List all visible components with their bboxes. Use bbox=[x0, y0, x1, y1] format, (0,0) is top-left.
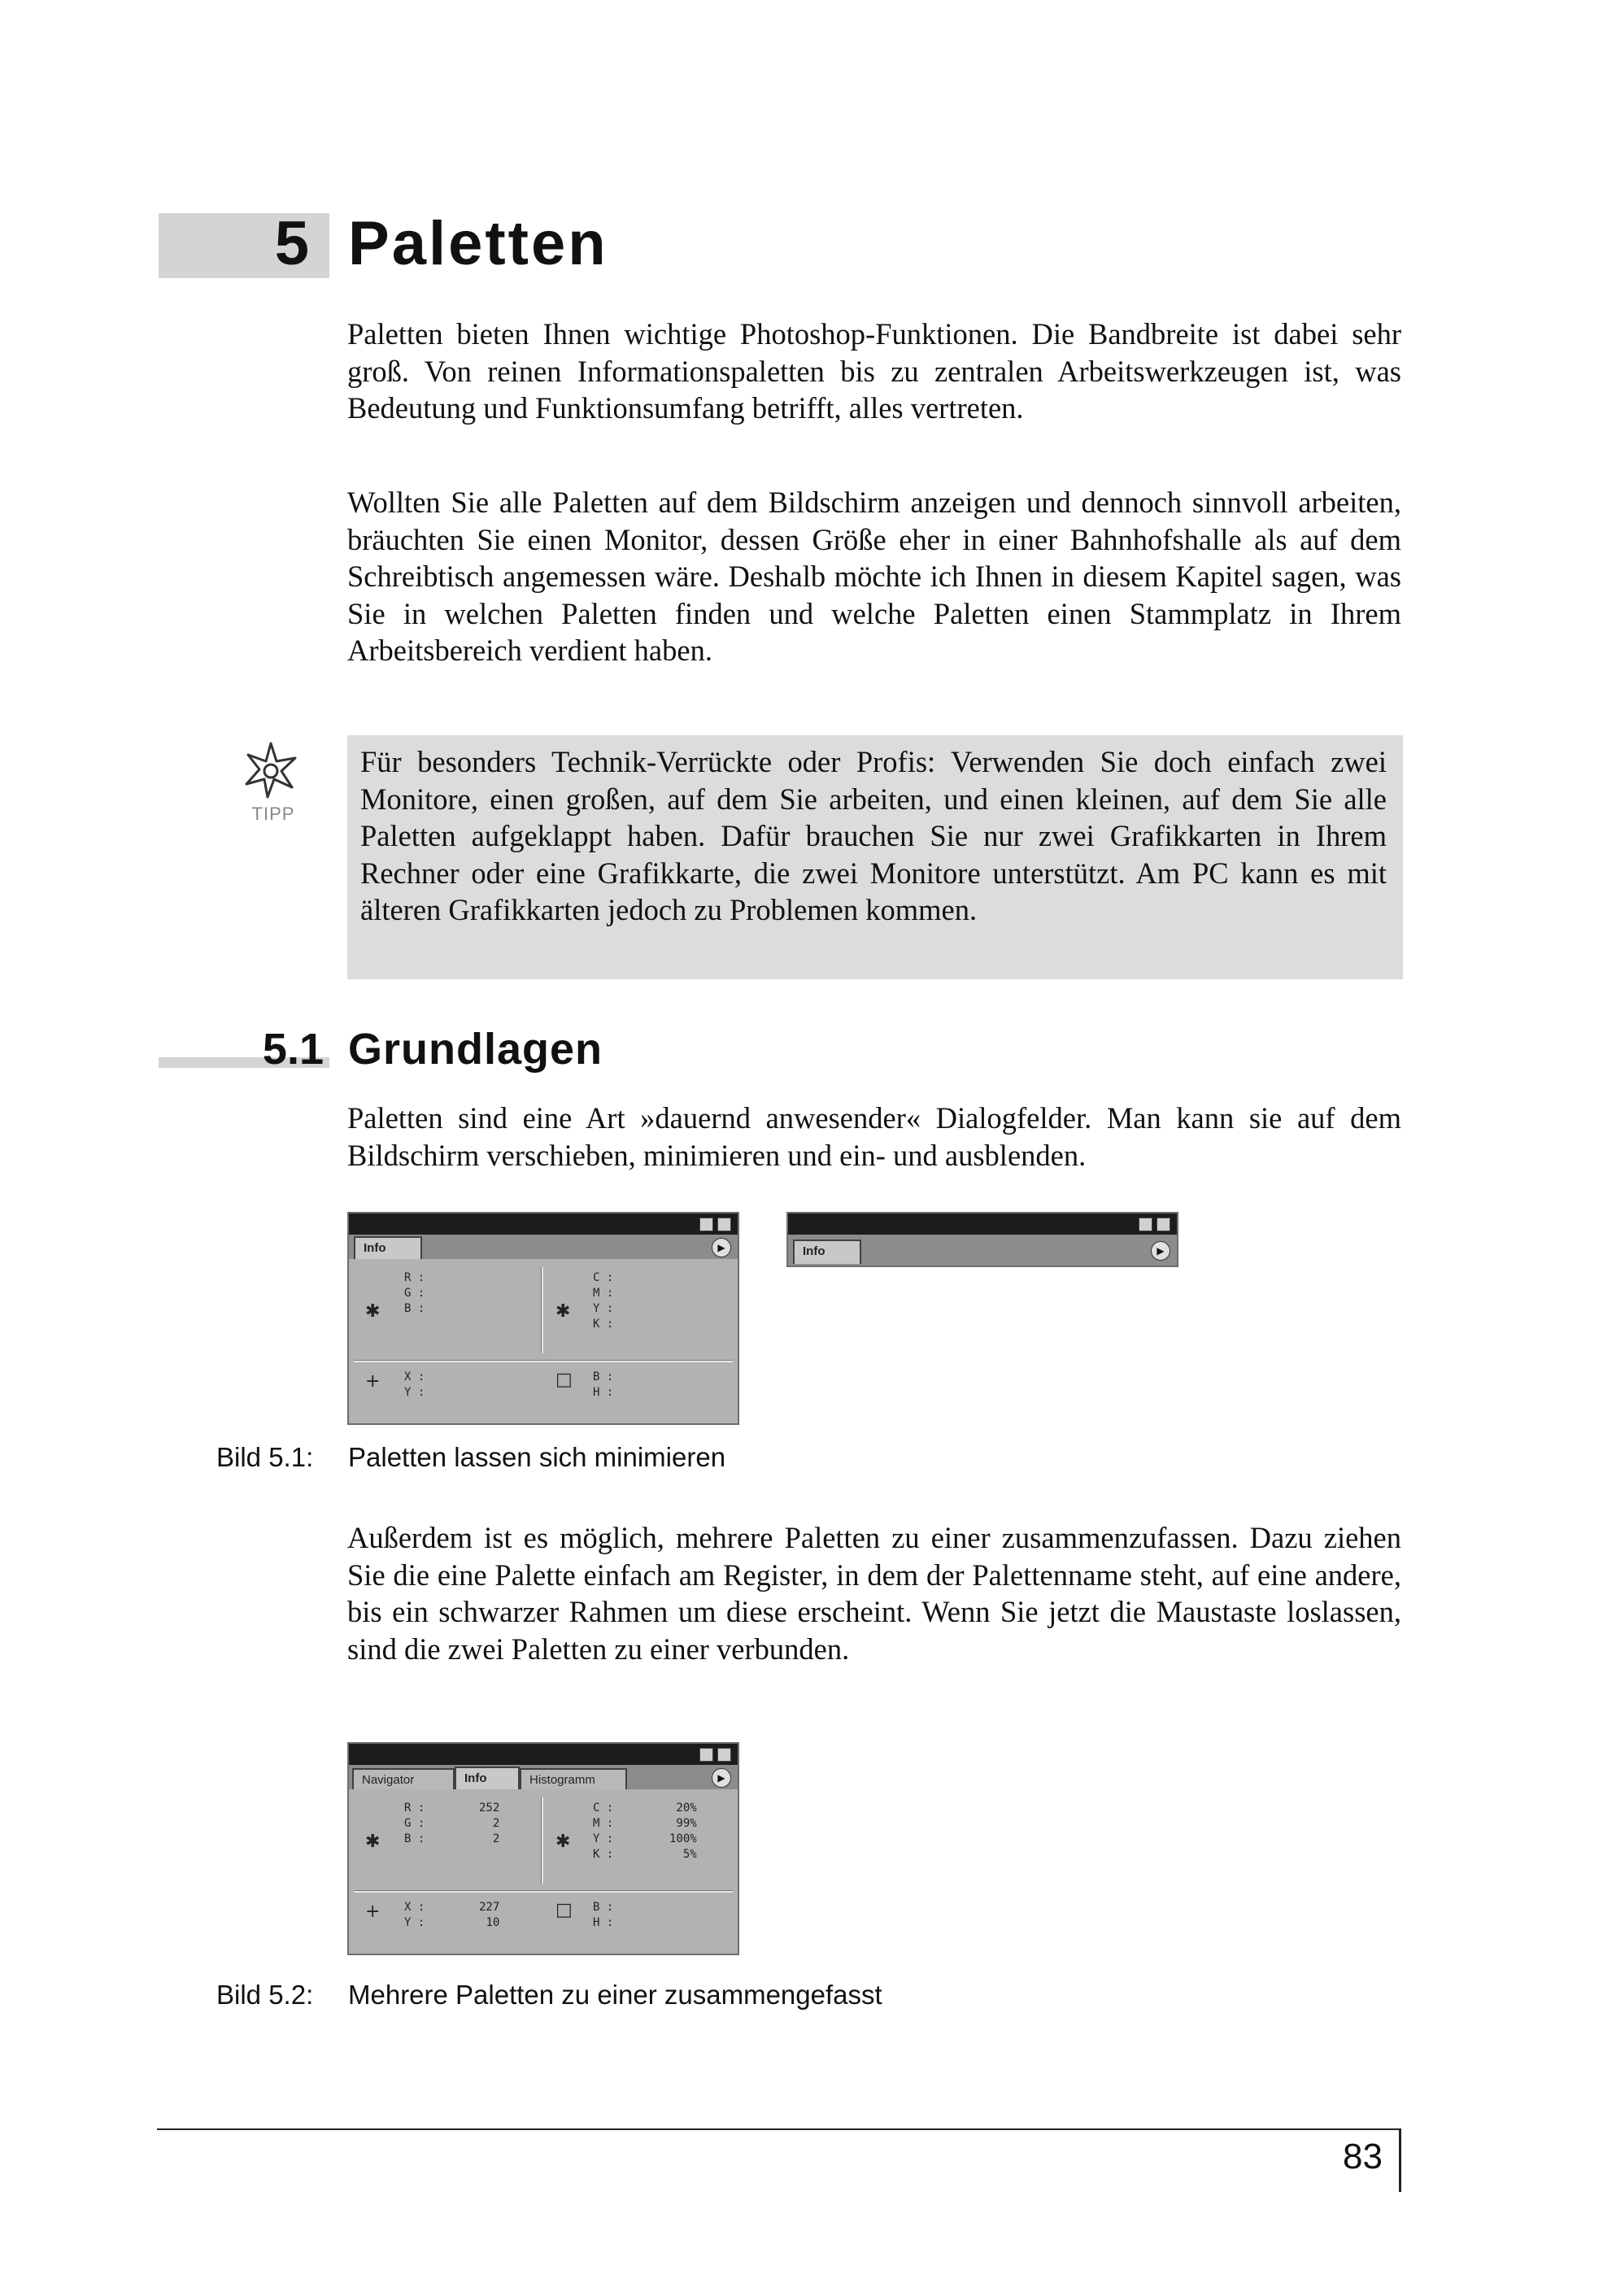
xy-labels: X : Y : bbox=[404, 1370, 425, 1399]
crosshair-icon: + bbox=[365, 1902, 381, 1922]
page-number: 83 bbox=[1343, 2137, 1383, 2176]
tab-histogram[interactable]: Histogramm bbox=[520, 1768, 627, 1789]
palette-divider-horizontal bbox=[354, 1360, 733, 1362]
bh-labels: B : H : bbox=[593, 1370, 614, 1399]
paragraph-combine: Außerdem ist es möglich, mehrere Paletten zu einer zusammenzufassen. Dazu ziehen Sie die eine Palette einfach am Register, in dem der Palettenname steht, auf eine andere, bis ein schwarzer Rahmen um diese erscheint. Wenn Sie jetzt die Maustaste loslassen, sind die zwei Paletten zu einer verbunden. bbox=[347, 1521, 1401, 1666]
eyedropper-icon: ✱ bbox=[365, 1301, 381, 1322]
footer-rule bbox=[157, 2128, 1400, 2130]
bh-labels: B : H : bbox=[593, 1901, 614, 1929]
info-palette-expanded bbox=[347, 1212, 739, 1425]
tip-text: Für besonders Technik-Verrückte oder Profis: Verwenden Sie doch einfach zwei Monitore, einen großen, auf dem Sie arbeiten, und einen kleinen, auf dem Sie alle Paletten aufgeklappt haben. Dafür brauchen Sie nur zwei Grafikkarten in Ihrem Rechner oder eine Grafikkarte, die zwei Monitore unterstützt. Am PC kann es mit älteren Grafikkarten jedoch zu Problemen kommen. bbox=[360, 745, 1387, 926]
crosshair-icon: + bbox=[365, 1371, 381, 1392]
eyedropper-icon: ✱ bbox=[365, 1832, 381, 1852]
palette-divider-horizontal bbox=[354, 1890, 733, 1893]
rgb-values: 252 2 2 bbox=[479, 1802, 500, 1845]
tab-navigator[interactable]: Navigator bbox=[352, 1768, 455, 1789]
eyedropper-icon: ✱ bbox=[555, 1832, 571, 1852]
eyedropper-icon: ✱ bbox=[555, 1301, 571, 1322]
footer-vertical-rule bbox=[1399, 2128, 1401, 2192]
section-number: 5.1 bbox=[262, 1025, 324, 1074]
palette-divider-vertical bbox=[541, 1267, 543, 1353]
paragraph-palettes: Paletten sind eine Art »dauernd anwesender« Dialogfelder. Man kann sie auf dem Bildschirm verschieben, minimieren und ein- und ausblenden. bbox=[347, 1101, 1401, 1172]
palette-menu-arrow-icon[interactable]: ▶ bbox=[712, 1238, 731, 1257]
figure-caption-number: Bild 5.2: bbox=[216, 1980, 314, 2010]
xy-labels: X : Y : bbox=[404, 1901, 425, 1929]
rgb-labels: R : G : B : bbox=[404, 1802, 425, 1845]
palette-titlebar[interactable] bbox=[788, 1213, 1177, 1235]
palette-divider-vertical bbox=[541, 1797, 543, 1884]
combined-palette bbox=[347, 1742, 739, 1955]
palette-menu-arrow-icon[interactable]: ▶ bbox=[1151, 1241, 1170, 1261]
rgb-labels: R : G : B : bbox=[404, 1271, 425, 1315]
info-palette-minimized bbox=[786, 1212, 1178, 1267]
cmyk-labels: C : M : Y : K : bbox=[593, 1802, 614, 1861]
minimize-button[interactable] bbox=[1139, 1218, 1152, 1231]
section-title: Grundlagen bbox=[348, 1025, 603, 1074]
palette-titlebar[interactable] bbox=[349, 1213, 738, 1235]
tab-info[interactable]: Info bbox=[455, 1767, 520, 1789]
chapter-title: Paletten bbox=[348, 209, 608, 278]
paragraph-monitor: Wollten Sie alle Paletten auf dem Bildschirm anzeigen und dennoch sinnvoll arbeiten, bräuchten Sie einen Monitor, dessen Größe eher in einer Bahnhofshalle als auf dem Schreibtisch angemessen wäre. Deshalb möchte ich Ihnen in diesem Kapitel sagen, was Sie in welchen Paletten finden und welche Paletten einen Stammplatz in Ihrem Arbeitsbereich verdient haben. bbox=[347, 486, 1401, 667]
chapter-number: 5 bbox=[274, 209, 309, 278]
palette-titlebar[interactable] bbox=[349, 1744, 738, 1765]
xy-values: 227 10 bbox=[479, 1901, 500, 1929]
cmyk-labels: C : M : Y : K : bbox=[593, 1271, 614, 1331]
selection-box-icon: □ bbox=[555, 1900, 573, 1920]
asterisk-star-icon bbox=[240, 738, 302, 800]
tip-label: TIPP bbox=[251, 804, 295, 824]
tab-info[interactable]: Info bbox=[793, 1239, 861, 1264]
close-button[interactable] bbox=[717, 1748, 731, 1762]
figure-caption-number: Bild 5.1: bbox=[216, 1442, 314, 1472]
minimize-button[interactable] bbox=[699, 1748, 713, 1762]
palette-menu-arrow-icon[interactable]: ▶ bbox=[712, 1768, 731, 1788]
close-button[interactable] bbox=[717, 1218, 731, 1231]
paragraph-intro: Paletten bieten Ihnen wichtige Photoshop-Funktionen. Die Bandbreite ist dabei sehr groß. Von reinen Informationspaletten bis zu zentralen Arbeitswerkzeugen ist, was Bedeutung und Funktionsumfang betrifft, alles vertreten. bbox=[347, 317, 1401, 425]
selection-box-icon: □ bbox=[555, 1370, 573, 1390]
figure-caption: Paletten lassen sich minimieren bbox=[348, 1442, 726, 1472]
cmyk-values: 20% 99% 100% 5% bbox=[669, 1802, 697, 1861]
minimize-button[interactable] bbox=[699, 1218, 713, 1231]
figure-caption: Mehrere Paletten zu einer zusammengefasst bbox=[348, 1980, 882, 2010]
close-button[interactable] bbox=[1157, 1218, 1170, 1231]
tab-info[interactable]: Info bbox=[354, 1236, 422, 1259]
